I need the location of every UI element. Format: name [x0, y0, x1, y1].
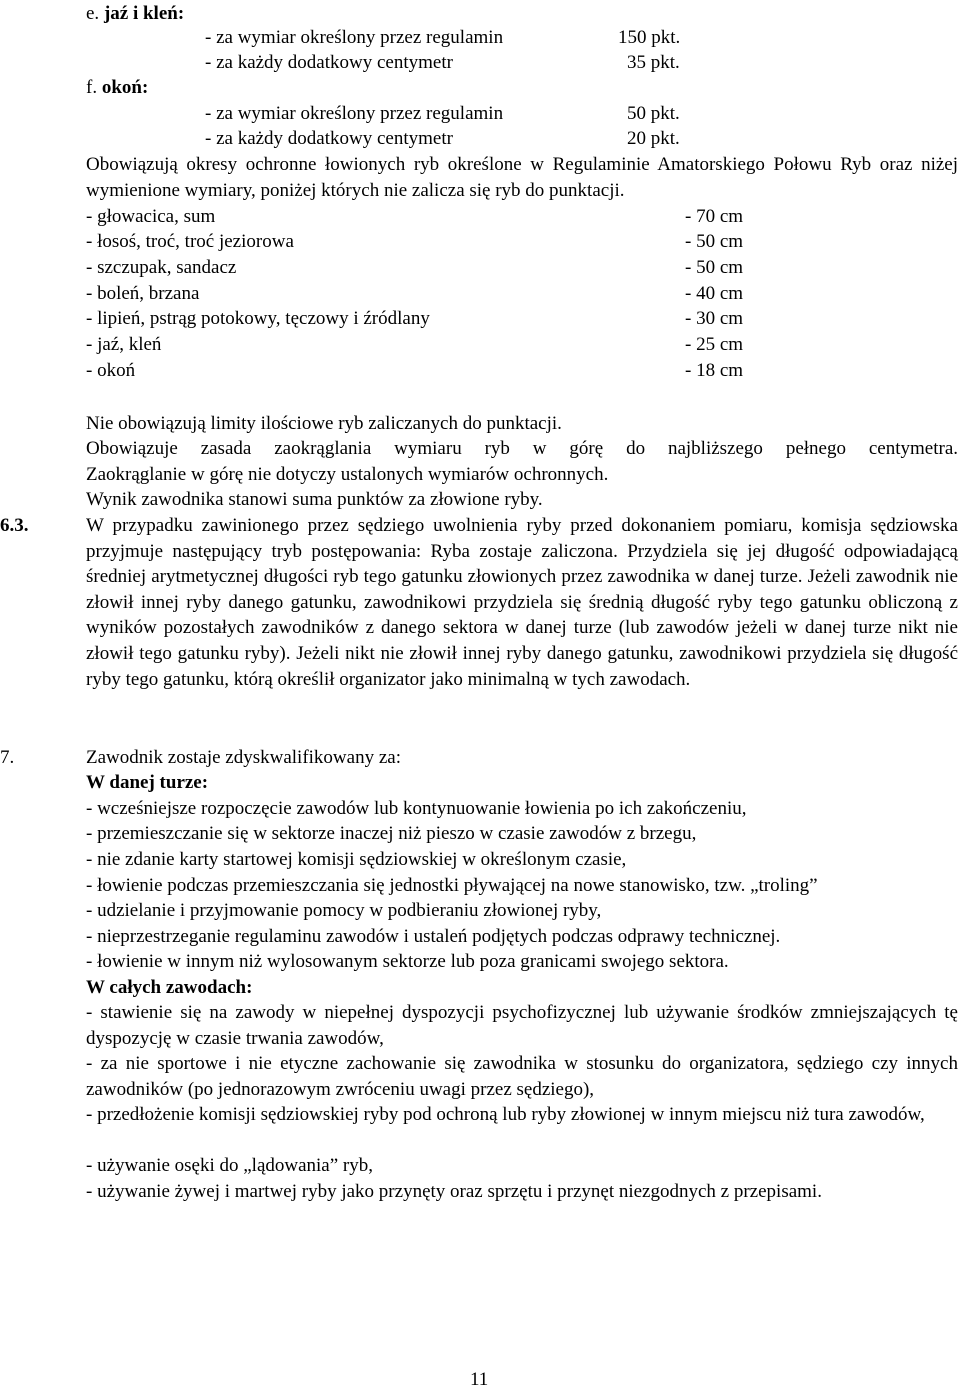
section-7-number: 7. — [0, 747, 15, 768]
size-row-fish: - jaź, kleń — [86, 334, 162, 355]
protection-paragraph: Obowiązują okresy ochronne łowionych ryb określone w Regulaminie Amatorskiego Połowu Ryb oraz niżej wymienione wymiary, poniżej których nie zalicza się ryb do punktacji. — [86, 154, 958, 201]
section-e-prefix: e. — [86, 3, 104, 24]
section-e-row-2-points: 35 pkt. — [627, 52, 680, 73]
section-f-row-2: - za każdy dodatkowy centymetr — [205, 128, 453, 149]
size-row-fish: - łosoś, troć, troć jeziorowa — [86, 231, 294, 252]
whole-item: - przedłożenie komisji sędziowskiej ryby pod ochroną lub ryby złowionej w innym miejscu niż tura zawodów, — [86, 1104, 925, 1125]
whole-heading: W całych zawodach: — [86, 977, 253, 998]
section-e-row-2: - za każdy dodatkowy centymetr — [205, 52, 453, 73]
page-number: 11 — [470, 1369, 489, 1390]
size-row-value: - 18 cm — [685, 360, 744, 381]
whole-item: - stawienie się na zawody w niepełnej dyspozycji psychofizycznej lub używanie środków zmniejszających tę dyspozycję w czasie trwania zawodów, — [86, 1002, 958, 1049]
section-f-row-2-points: 20 pkt. — [627, 128, 680, 149]
whole-item: - za nie sportowe i nie etyczne zachowanie się zawodnika w stosunku do organizatora, sędziego czy innych zawodników (po jednorazowym zwróceniu uwagi przez sędziego), — [86, 1053, 958, 1100]
whole-item: - używanie żywej i martwej ryby jako przynęty oraz sprzętu i przynęt niezgodnych z przepisami. — [86, 1181, 822, 1202]
section-e-row-1-points: 150 pkt. — [618, 27, 681, 48]
turn-item: - udzielanie i przyjmowanie pomocy w podbieraniu złowionej ryby, — [86, 900, 602, 921]
turn-heading: W danej turze: — [86, 772, 209, 793]
whole-item: - używanie osęki do „lądowania” ryb, — [86, 1155, 374, 1176]
note-line: Zaokrąglanie w górę nie dotyczy ustalonych wymiarów ochronnych. — [86, 464, 609, 485]
size-row-fish: - boleń, brzana — [86, 283, 200, 304]
section-e-heading — [86, 1, 184, 26]
size-row-value: - 40 cm — [685, 283, 744, 304]
section-7-intro: Zawodnik zostaje zdyskwalifikowany za: — [86, 747, 401, 768]
section-e-label: jaź i kleń: — [103, 3, 185, 24]
turn-item: - łowienie podczas przemieszczania się jednostki pływającej na nowe stanowisko, tzw. „troling” — [86, 875, 818, 896]
turn-item: - przemieszczanie się w sektorze inaczej niż pieszo w czasie zawodów z brzegu, — [86, 823, 697, 844]
size-row-fish: - głowacica, sum — [86, 206, 216, 227]
size-row-fish: - szczupak, sandacz — [86, 257, 237, 278]
size-row-value: - 25 cm — [685, 334, 744, 355]
section-6-3-number: 6.3. — [0, 515, 29, 536]
section-f-row-1-points: 50 pkt. — [627, 103, 680, 124]
size-row-fish: - lipień, pstrąg potokowy, tęczowy i źródlany — [86, 308, 430, 329]
size-row-value: - 70 cm — [685, 206, 744, 227]
section-f-label: okoń: — [101, 77, 149, 98]
size-row-value: - 50 cm — [685, 257, 744, 278]
note-line: Obowiązuje zasada zaokrąglania wymiaru ryb w górę do najbliższego pełnego centymetra. — [86, 438, 958, 459]
section-6-3-text: W przypadku zawinionego przez sędziego uwolnienia ryby przed dokonaniem pomiaru, komisja sędziowska przyjmuje następujący tryb postępowania: Ryba zostaje zaliczona. Przydziela się jej długość odpowiadającą średniej arytmetycznej długości ryb tego gatunku złowionych przez zawodnika w danej turze. Jeżeli zawodnik nie złowił innej ryby danego gatunku, zawodnikowi przydziela się średnią długość ryby tego gatunku obliczoną z wyników pozostałych zawodników z danego sektora w danej turze (lub zawodów jeżeli w danej turze nikt nie złowił tego gatunku ryby). Jeżeli nikt nie złowił innej ryby danego gatunku, zawodnikowi przydziela się długość ryby tego gatunku, którą określił organizator jako minimalną w tych zawodach. — [86, 515, 958, 690]
turn-item: - nieprzestrzeganie regulaminu zawodów i ustaleń podjętych podczas odprawy technicznej. — [86, 926, 781, 947]
section-f-prefix: f. — [86, 77, 102, 98]
section-f-heading — [86, 75, 148, 100]
turn-item: - nie zdanie karty startowej komisji sędziowskiej w określonym czasie, — [86, 849, 627, 870]
section-f-row-1: - za wymiar określony przez regulamin — [205, 103, 504, 124]
size-row-value: - 30 cm — [685, 308, 744, 329]
section-e-row-1: - za wymiar określony przez regulamin — [205, 27, 504, 48]
turn-item: - łowienie w innym niż wylosowanym sektorze lub poza granicami swojego sektora. — [86, 951, 729, 972]
size-row-value: - 50 cm — [685, 231, 744, 252]
size-row-fish: - okoń — [86, 360, 136, 381]
turn-item: - wcześniejsze rozpoczęcie zawodów lub kontynuowanie łowienia po ich zakończeniu, — [86, 798, 747, 819]
note-line: Nie obowiązują limity ilościowe ryb zaliczanych do punktacji. — [86, 413, 562, 434]
note-line: Wynik zawodnika stanowi suma punktów za złowione ryby. — [86, 489, 543, 510]
